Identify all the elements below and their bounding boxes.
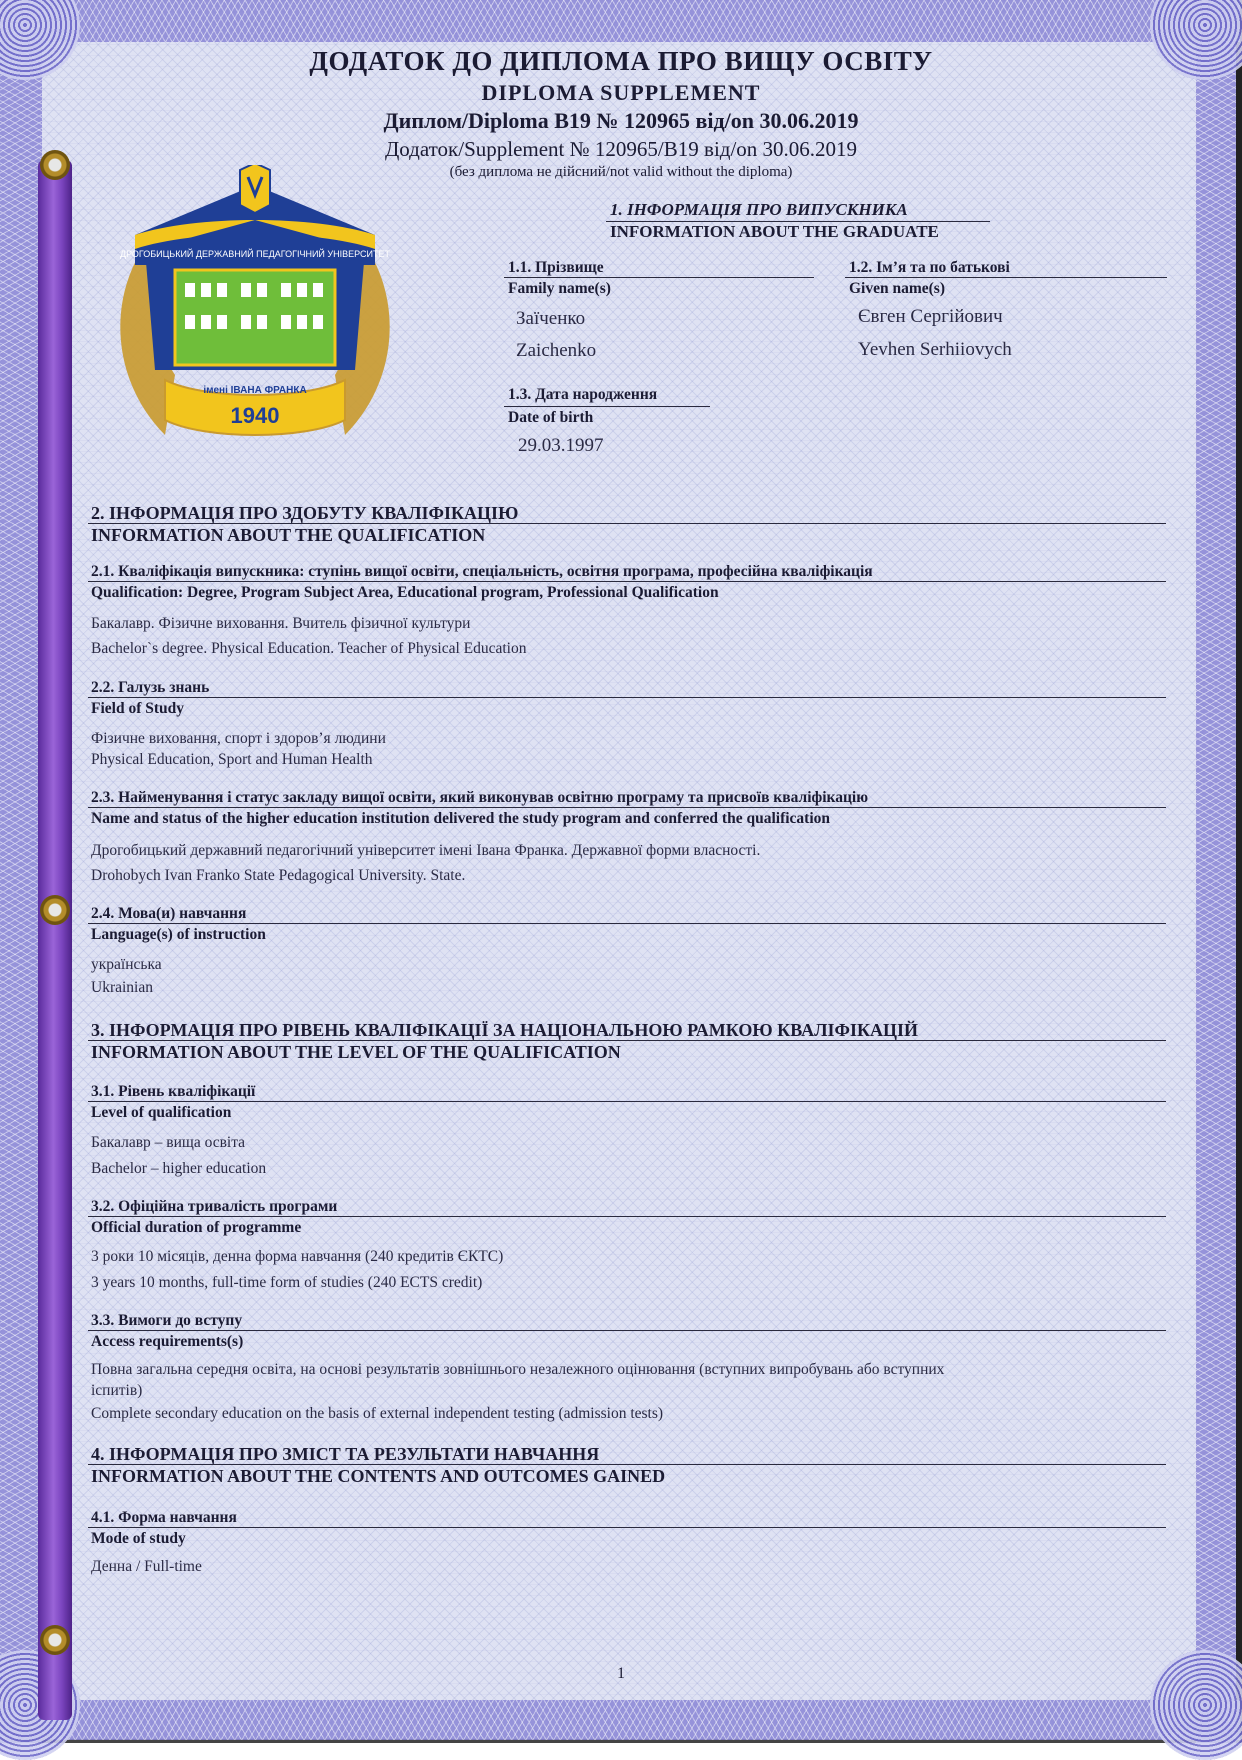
rule [88, 523, 1166, 524]
field-of-study-value-uk: Фізичне виховання, спорт і здоров’я людини [91, 730, 386, 747]
family-name-value-en: Zaichenko [516, 340, 597, 361]
duration-label-en: Official duration of programme [91, 1219, 302, 1236]
level-label-en: Level of qualification [91, 1104, 232, 1121]
s3-heading-en: INFORMATION ABOUT THE LEVEL OF THE QUALIFICATION [91, 1042, 621, 1062]
rule [504, 277, 814, 278]
s2-heading-en: INFORMATION ABOUT THE QUALIFICATION [91, 525, 486, 545]
birth-date-label-en: Date of birth [508, 409, 594, 426]
institution-label-en: Name and status of the higher education institution delivered the study program and conferred the qualification [91, 810, 831, 827]
grommet-icon [40, 1625, 70, 1655]
given-name-label-en: Given name(s) [849, 280, 946, 297]
rule [88, 923, 1166, 924]
institution-value-uk: Дрогобицький державний педагогічний університет імені Івана Франка. Державної форми власності. [91, 842, 761, 859]
s4-heading-en: INFORMATION ABOUT THE CONTENTS AND OUTCOMES GAINED [91, 1466, 666, 1486]
guilloche-border-left [0, 0, 42, 1743]
supplement-number: Додаток/Supplement № 120965/B19 від/on 30.06.2019 [384, 137, 858, 161]
level-label-uk: 3.1. Рівень кваліфікації [91, 1083, 256, 1100]
page-number: 1 [617, 1665, 625, 1682]
s1-heading-uk: 1. ІНФОРМАЦІЯ ПРО ВИПУСКНИКА [610, 200, 908, 219]
university-emblem-icon [105, 165, 405, 465]
emblem-university-text: ДРОГОБИЦЬКИЙ ДЕРЖАВНИЙ ПЕДАГОГІЧНИЙ УНІВЕРСИТЕТ [120, 249, 390, 259]
qualification-value-uk: Бакалавр. Фізичне виховання. Вчитель фізичної культури [91, 615, 471, 632]
field-of-study-label-uk: 2.2. Галузь знань [91, 679, 210, 696]
emblem-year: 1940 [230, 403, 280, 428]
s2-heading-uk: 2. ІНФОРМАЦІЯ ПРО ЗДОБУТУ КВАЛІФІКАЦІЮ [91, 503, 519, 523]
access-value-uk-line2: іспитів) [91, 1382, 143, 1399]
emblem-named-after: імені ІВАНА ФРАНКА [203, 385, 307, 396]
birth-date-value: 29.03.1997 [518, 435, 604, 456]
validity-note: (без диплома не дійсний/not valid without the diploma) [449, 164, 793, 180]
duration-label-uk: 3.2. Офіційна тривалість програми [91, 1198, 338, 1215]
binding-ribbon [38, 160, 72, 1720]
language-label-en: Language(s) of instruction [91, 926, 266, 943]
s4-heading-uk: 4. ІНФОРМАЦІЯ ПРО ЗМІСТ ТА РЕЗУЛЬТАТИ НАВЧАННЯ [91, 1444, 600, 1464]
duration-value-uk: 3 роки 10 місяців, денна форма навчання (240 кредитів ЄКТС) [91, 1248, 504, 1265]
access-value-en: Complete secondary education on the basis of external independent testing (admission tests) [91, 1405, 664, 1422]
language-value-uk: українська [91, 956, 162, 973]
language-label-uk: 2.4. Мова(и) навчання [91, 905, 247, 922]
institution-value-en: Drohobych Ivan Franko State Pedagogical University. State. [91, 867, 466, 884]
diploma-number: Диплом/Diploma B19 № 120965 від/on 30.06.2019 [383, 108, 859, 133]
rule [88, 1040, 1166, 1041]
level-value-uk: Бакалавр – вища освіта [91, 1134, 246, 1151]
language-value-en: Ukrainian [91, 979, 153, 996]
duration-value-en: 3 years 10 months, full-time form of studies (240 ECTS credit) [91, 1274, 483, 1291]
qualification-label-en: Qualification: Degree, Program Subject Area, Educational program, Professional Qualification [91, 584, 719, 601]
document-title-en: DIPLOMA SUPPLEMENT [481, 80, 761, 105]
rule [88, 1216, 1166, 1217]
access-value-uk-line1: Повна загальна середня освіта, на основі результатів зовнішнього незалежного оцінювання (вступних випробувань або вступних [91, 1361, 945, 1378]
access-label-en: Access requirements(s) [91, 1333, 244, 1350]
s1-heading-en: INFORMATION ABOUT THE GRADUATE [610, 222, 939, 241]
grommet-icon [40, 895, 70, 925]
guilloche-border-top [40, 0, 1240, 42]
mode-of-study-value: Денна / Full-time [91, 1558, 202, 1575]
given-name-value-en: Yevhen Serhiiovych [858, 339, 1012, 360]
family-name-label-uk: 1.1. Прізвище [508, 259, 604, 276]
rule [845, 277, 1167, 278]
document-title-uk: ДОДАТОК ДО ДИПЛОМА ПРО ВИЩУ ОСВІТУ [309, 46, 933, 76]
rule [88, 1464, 1166, 1465]
guilloche-border-bottom [40, 1700, 1240, 1740]
rule [88, 1330, 1166, 1331]
birth-date-label-uk: 1.3. Дата народження [508, 386, 658, 403]
given-name-label-uk: 1.2. Ім’я та по батькові [849, 259, 1010, 276]
family-name-value-uk: Заїченко [516, 308, 586, 329]
rule [88, 807, 1166, 808]
rule [88, 581, 1166, 582]
s3-heading-uk: 3. ІНФОРМАЦІЯ ПРО РІВЕНЬ КВАЛІФІКАЦІЇ ЗА НАЦІОНАЛЬНОЮ РАМКОЮ КВАЛІФІКАЦІЙ [91, 1020, 919, 1040]
field-of-study-value-en: Physical Education, Sport and Human Health [91, 751, 373, 768]
rule [504, 406, 710, 407]
guilloche-border-right [1196, 0, 1236, 1743]
qualification-value-en: Bachelor`s degree. Physical Education. Teacher of Physical Education [91, 640, 527, 657]
family-name-label-en: Family name(s) [508, 280, 611, 297]
field-of-study-label-en: Field of Study [91, 700, 185, 717]
institution-label-uk: 2.3. Найменування і статус закладу вищої освіти, який виконував освітню програму та присвоїв кваліфікацію [91, 789, 869, 806]
mode-of-study-label-uk: 4.1. Форма навчання [91, 1509, 237, 1526]
qualification-label-uk: 2.1. Кваліфікація випускника: ступінь вищої освіти, спеціальність, освітня програма, професійна кваліфікація [91, 563, 873, 580]
level-value-en: Bachelor – higher education [91, 1160, 267, 1177]
mode-of-study-label-en: Mode of study [91, 1530, 186, 1547]
given-name-value-uk: Євген Сергійович [858, 306, 1003, 327]
rule [88, 697, 1166, 698]
rule [88, 1101, 1166, 1102]
access-label-uk: 3.3. Вимоги до вступу [91, 1312, 243, 1329]
rule [88, 1527, 1166, 1528]
